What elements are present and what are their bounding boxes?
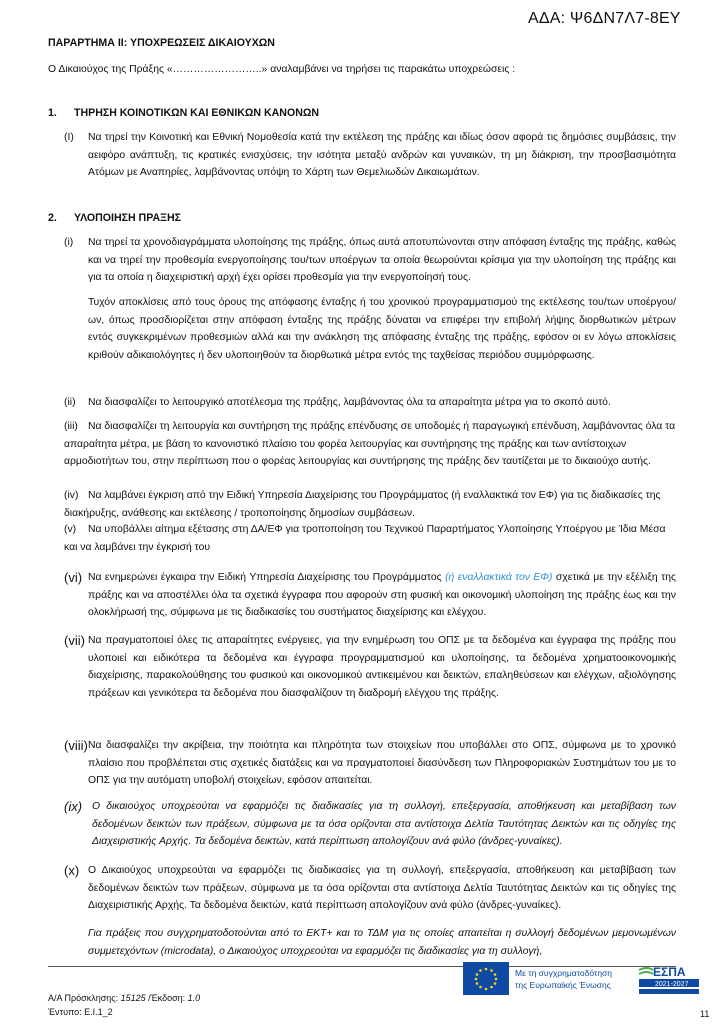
item-text: Ο δικαιούχος υποχρεούται να εφαρμόζει τις διαδικασίες για τη συλλογή, επεξεργασία, αποθήκευση και μεταβίβαση των δεδομένων δεικτών των πράξεων, σύμφωνα με τα όσα ορίζονται στα αντίστοιχα Δελτία Ταυτότητας Δεικτών και τις οδηγίες της Διαχειριστικής Αρχής. Τα δεδομένα δεικτών, κατά περίπτωση απολογίζουν ανά φύλο (άνδρες-γυναίκες). [92, 801, 676, 848]
item-2-iv [64, 487, 676, 522]
section-title: ΥΛΟΠΟΙΗΣΗ ΠΡΑΞΗΣ [74, 212, 181, 224]
page-number: 11 [700, 1009, 710, 1019]
call-label: Α/Α Πρόσκλησης: [48, 993, 121, 1003]
cofunding-logo [463, 962, 701, 996]
item-text: Να τηρεί τα χρονοδιαγράμματα υλοποίησης της πράξης, όπως αυτά αποτυπώνονται στην απόφαση ένταξης της πράξης, καθώς και να τηρεί την προθεσμία ενεργοποίησης του/των υποέργων τα οποία θεωρούνται κρίσιμα για την υλοποίηση της πράξης και για τα οποία η διαχειριστική αρχή έχει ορίσει προθεσμία για την ενεργοποίησή τους. [88, 237, 676, 284]
item-text [88, 569, 676, 622]
item-2-v [64, 521, 676, 556]
svg-text:ΕΣΠΑ: ΕΣΠΑ [653, 965, 686, 979]
item-label: (I) [64, 132, 74, 143]
version-number: 1.0 [187, 993, 201, 1003]
item-text: Να τηρεί την Κοινοτική και Εθνική Νομοθεσία κατά την εκτέλεση της πράξης και ιδίως όσον αφορά τις δημόσιες συμβάσεις, την αειφόρο ανάπτυξη, τις κρατικές ενισχύσεις, την ισότητα μεταξύ ανδρών και γυναικών, τη μη διάκριση, την προσβασιμότητα Ατόμων με Αναπηρίες, λαμβάνοντας υπόψη το Χάρτη των Θεμελιωδών Δικαιωμάτων. [88, 132, 676, 179]
item-label: (x) [64, 863, 80, 878]
item-label: (i) [64, 237, 74, 248]
section-title: ΤΗΡΗΣΗ ΚΟΙΝΟΤΙΚΩΝ ΚΑΙ ΕΘΝΙΚΩΝ ΚΑΝΟΝΩΝ [74, 107, 319, 119]
item-text: Ο Δικαιούχος υποχρεούται να εφαρμόζει τις διαδικασίες για τη συλλογή, επεξεργασία, αποθήκευση και μεταβίβαση των δεδομένων δεικτών των πράξεων, σύμφωνα με τα όσα ορίζονται στα αντίστοιχα Δελτία Ταυτότητας Δεικτών και τις οδηγίες της Διαχειριστικής Αρχής. Τα δεδομένα δεικτών, κατά περίπτωση απολογίζουν ανά φύλο (άνδρες-γυναίκες). [88, 865, 676, 912]
item-2-vi [64, 569, 676, 622]
item-label: (iv) [64, 490, 79, 501]
item-text: Να πραγματοποιεί όλες τις απαραίτητες ενέργειες, για την ενημέρωση του ΟΠΣ με τα δεδομένα και έγγραφα της πράξης που υλοποιεί και ειδικότερα τα δεδομένα και έγγραφα προγραμματισμού και υλοποίησης, τα δεδομένα χρηματοοικονομικής διαχείρισης, παρακολούθησης του φυσικού και οικονομικού αντικειμένου και δεικτών, επαληθεύσεων και ελέγχων, αξιολόγησης πράξεων και γενικότερα τα δεδομένα που διασφαλίζουν τη διαδρομή ελέγχου της πράξης. [88, 635, 676, 699]
call-info [48, 992, 200, 1005]
page-title: ΠΑΡΑΡΤΗΜΑ ΙΙ: ΥΠΟΧΡΕΩΣΕΙΣ ΔΙΚΑΙΟΥΧΩΝ [48, 37, 275, 49]
item-label: (viii) [64, 738, 88, 753]
ada-code: ΑΔΑ: Ψ6ΔΝ7Λ7-8ΕΥ [528, 10, 681, 27]
item-text: Να υποβάλλει αίτημα εξέτασης στη ΔΑ/ΕΦ για τροποποίηση του Τεχνικού Παραρτήματος Υλοποίησης Υποέργου με Ίδια Μέσα και να λαμβάνει την έγκρισή του [64, 524, 666, 553]
svg-text:2021-2027: 2021-2027 [655, 981, 689, 988]
svg-text:της Ευρωπαϊκής Ένωσης: της Ευρωπαϊκής Ένωσης [515, 980, 611, 990]
intro-text: Ο Δικαιούχος της Πράξης «……………………..» αναλαμβάνει να τηρήσει τις παρακάτω υποχρεώσεις : [48, 64, 516, 75]
item-2-vii [64, 632, 676, 702]
section-2-heading [48, 210, 181, 228]
item-label: (iii) [64, 421, 78, 432]
item-label: (vii) [64, 633, 85, 648]
item-2-ii [64, 394, 676, 412]
item-2-viii [64, 737, 676, 790]
item-label: (vi) [64, 570, 83, 585]
svg-text:Με τη συγχρηματοδότηση: Με τη συγχρηματοδότηση [515, 968, 613, 978]
item-label: (ix) [64, 799, 83, 814]
item-2-i [64, 234, 676, 287]
item-2-iii [64, 418, 676, 471]
highlight-text: (ή εναλλακτικά τον ΕΦ) [445, 572, 553, 583]
item-label: (ii) [64, 397, 76, 408]
eu-flag-icon [463, 962, 701, 996]
item-text: Να διασφαλίζει το λειτουργικό αποτέλεσμα της πράξης, λαμβάνοντας όλα τα απαραίτητα μέτρα για το σκοπό αυτό. [88, 397, 611, 408]
item-2-x-paragraph: Για πράξεις που συγχρηματοδοτούνται από το ΕΚΤ+ και το ΤΔΜ για τις οποίες απαιτείται η συλλογή δεδομένων μεμονωμένων συμμετεχόντων (microdata), ο Δικαιούχος υποχρεούται να εφαρμόζει τις διαδικασίες για τη συλλογή, [88, 928, 676, 957]
text-part: σχετικά με την εξέλιξη της πράξης και να αποστέλλει όλα τα σχετικά έγγραφα που αφορούν στη φυσική και οικονομική υλοποίηση της πράξης έως και την ολοκλήρωσή της, σύμφωνα με τις διαδικασίες του συστήματος διαχείρισης και ελέγχου. [88, 572, 676, 619]
item-label: (v) [64, 524, 77, 535]
item-2-x [64, 862, 676, 915]
section-1-heading [48, 105, 319, 123]
item-1-I [64, 129, 676, 182]
item-text: Να διασφαλίζει την ακρίβεια, την ποιότητα και πληρότητα των στοιχείων που υποβάλλει στο ΟΠΣ, σύμφωνα με το χρονικό πλαίσιο που προβλέπεται στις σχετικές διατάξεις και να πραγματοποιεί διασύνδεση των Πληροφοριακών Συστημάτων του με το ΟΠΣ για την αυτόματη υποβολή στοιχείων, εφόσον απαιτείται. [88, 740, 676, 787]
item-text: Να λαμβάνει έγκριση από την Ειδική Υπηρεσία Διαχείρισης του Προγράμματος (ή εναλλακτικά τον ΕΦ) για τις διαδικασίες της διακήρυξης, ανάθεσης και εκτέλεσης / τροποποίησης δημοσίων συμβάσεων. [64, 490, 661, 519]
item-2-i-paragraph: Τυχόν αποκλίσεις από τους όρους της απόφασης ένταξης ή του χρονικού προγραμματισμού της εκτέλεσης του/των υποέργου/ων, όπως προσδιορίζεται στην απόφαση ένταξης της πράξης δύναται να επιφέρει την επιβολή λήψης διορθωτικών μέτρων εντός συγκεκριμένων προθεσμιών αλλά και την ανάκληση της απόφασης ένταξης της πράξης, εφόσον οι εν λόγω αποκλίσεις κριθούν αδικαιολόγητες ή δεν υλοποιηθούν τα διορθωτικά μέτρα εντός της ταχθείσας περιόδου συμμόρφωσης. [88, 297, 676, 361]
section-number: 1. [48, 107, 57, 119]
section-number: 2. [48, 212, 57, 224]
text-part: Να ενημερώνει έγκαιρα την Ειδική Υπηρεσία Διαχείρισης του Προγράμματος [88, 572, 446, 583]
form-code: Έντυπο: Ε.Ι.1_2 [48, 1007, 113, 1017]
version-label: /Έκδοση: [145, 993, 188, 1003]
call-number: 15125 [120, 993, 146, 1003]
item-text: Να διασφαλίζει τη λειτουργία και συντήρηση της πράξης επένδυσης σε υποδομές ή παραγωγική επένδυση, λαμβάνοντας όλα τα απαραίτητα μέτρα, με βάση το κανονιστικό πλαίσιο του φορέα λειτουργίας και συντήρησης της πράξης και των αντίστοιχων αρμοδιοτήτων του, στην περίπτωση που ο φορέας λειτουργίας και συντήρησης της πράξης δεν ταυτίζεται με το δικαιούχο αυτής. [64, 421, 676, 468]
item-2-ix [64, 798, 676, 851]
